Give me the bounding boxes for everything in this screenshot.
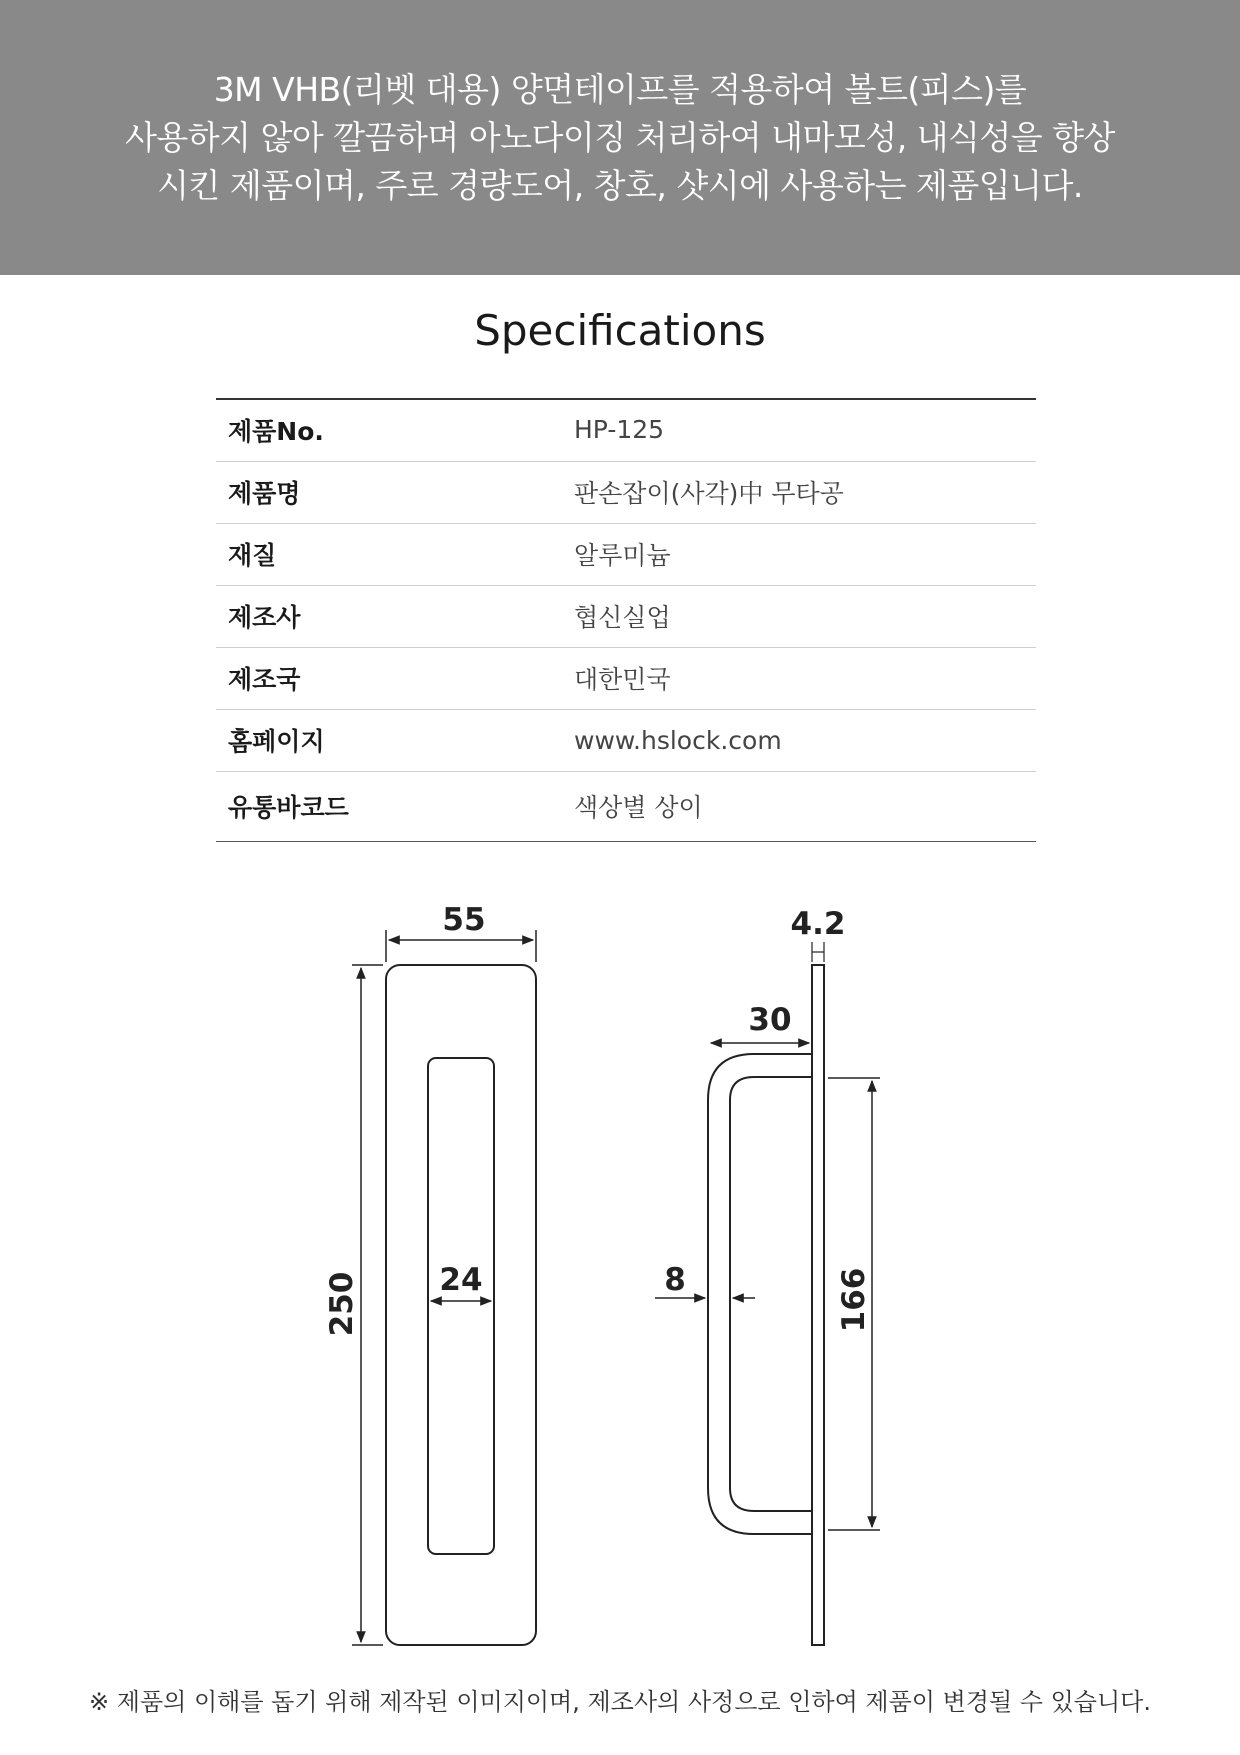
spec-key: 제조국 bbox=[228, 665, 301, 694]
thickness-label: 4.2 bbox=[790, 906, 846, 942]
height-label: 250 bbox=[324, 1271, 360, 1337]
spec-row bbox=[216, 461, 1036, 523]
spec-row bbox=[216, 585, 1036, 647]
disclaimer-note: ※ 제품의 이해를 돕기 위해 제작된 이미지이며, 제조사의 사정으로 인하여 제품이 변경될 수 있습니다. bbox=[89, 1688, 1151, 1716]
spec-row bbox=[216, 647, 1036, 709]
spec-key: 재질 bbox=[228, 541, 277, 570]
technical-drawing bbox=[0, 880, 1240, 1670]
spec-key: 제품No. bbox=[228, 416, 324, 446]
inner-height-label: 166 bbox=[836, 1267, 872, 1333]
specifications-heading: Specifications bbox=[474, 306, 766, 355]
spec-key: 제조사 bbox=[228, 603, 301, 632]
spec-key: 제품명 bbox=[228, 479, 301, 508]
front-plate-outline bbox=[386, 965, 536, 1645]
spec-value: www.hslock.com bbox=[574, 725, 782, 755]
handle-inner-profile bbox=[730, 1077, 812, 1511]
banner-line-2: 사용하지 않아 깔끔하며 아노다이징 처리하여 내마모성, 내식성을 향상 bbox=[125, 117, 1115, 157]
side-plate-outline bbox=[812, 965, 824, 1645]
width-label: 55 bbox=[442, 902, 486, 938]
spec-row bbox=[216, 771, 1036, 841]
spec-row bbox=[216, 399, 1036, 461]
description-banner bbox=[0, 0, 1240, 275]
spec-key: 유통바코드 bbox=[228, 793, 349, 822]
spec-key: 홈페이지 bbox=[228, 727, 325, 756]
grip-recess-outline bbox=[428, 1058, 494, 1554]
projection-label: 30 bbox=[748, 1002, 792, 1038]
spec-row bbox=[216, 523, 1036, 585]
spec-row bbox=[216, 709, 1036, 771]
spec-table bbox=[216, 399, 1036, 842]
spec-value: HP-125 bbox=[574, 415, 665, 445]
banner-line-3: 시킨 제품이며, 주로 경량도어, 창호, 샷시에 사용하는 제품입니다. bbox=[157, 165, 1083, 205]
bar-thickness-label: 8 bbox=[664, 1262, 686, 1298]
banner-line-1: 3M VHB(리벳 대용) 양면테이프를 적용하여 볼트(피스)를 bbox=[213, 69, 1027, 109]
grip-width-label: 24 bbox=[439, 1262, 483, 1298]
spec-value: 협신실업 bbox=[574, 603, 671, 632]
spec-value: 대한민국 bbox=[574, 665, 671, 694]
spec-value: 색상별 상이 bbox=[574, 793, 703, 822]
spec-value: 판손잡이(사각)中 무타공 bbox=[574, 479, 844, 508]
handle-outer-profile bbox=[708, 1054, 812, 1534]
spec-value: 알루미늄 bbox=[574, 541, 671, 570]
